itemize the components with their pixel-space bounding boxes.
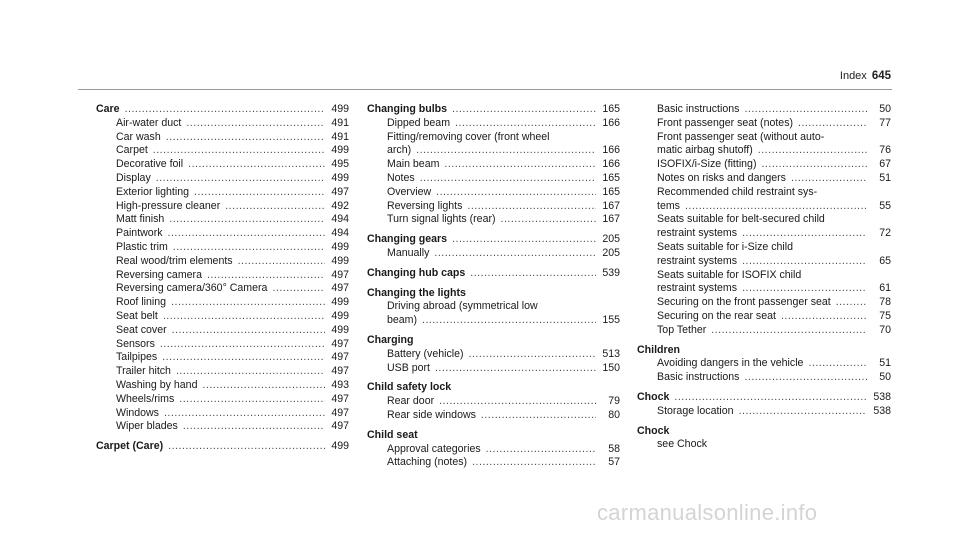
index-entry [637,310,891,324]
page-reference: 58 [608,442,620,455]
index-entry [96,144,349,158]
page-reference: 51 [879,171,891,184]
dot-leader [176,365,325,379]
index-entry [96,117,349,131]
entry-label: Changing hub caps [367,266,466,279]
entry-label: Changing the lights [367,286,466,299]
index-entry [637,158,891,172]
index-entry [96,420,349,434]
page-reference: 497 [331,365,349,378]
entry-label: Display [116,171,151,184]
page-reference: 499 [331,240,349,253]
index-entry [96,227,349,241]
entry-label: Seats suitable for i-Size child [657,240,794,253]
page-reference: 493 [331,378,349,391]
index-entry [96,213,349,227]
index-entry [367,144,620,158]
page-reference: 499 [331,309,349,322]
entry-label: Reversing camera/360° Camera [116,282,268,295]
dot-leader [183,420,325,434]
entry-label: Chock [637,390,670,403]
page-reference: 497 [331,351,349,364]
entry-label: Wheels/rims [116,392,175,405]
page-reference: 167 [602,213,620,226]
entry-label: High-pressure cleaner [116,199,221,212]
index-entry [96,310,349,324]
page-reference: 78 [879,296,891,309]
page-reference: 494 [331,213,349,226]
page-reference: 497 [331,406,349,419]
index-heading [367,287,620,301]
index-entry [367,456,620,470]
entry-label: Basic instructions [657,371,740,384]
page-reference: 497 [331,268,349,281]
index-column-2 [367,103,620,470]
index-heading [367,429,620,443]
dot-leader [166,131,325,145]
entry-label: Securing on the front passenger seat [657,296,831,309]
dot-leader [758,144,867,158]
dot-leader [160,338,325,352]
entry-label: Rear side windows [387,408,476,421]
index-entry [96,269,349,283]
index-entry [637,269,891,283]
entry-label: Sensors [116,337,155,350]
dot-leader [711,324,867,338]
entry-label: Seats suitable for ISOFIX child [657,268,802,281]
index-entry [637,213,891,227]
dot-leader [162,351,325,365]
dot-leader [179,393,325,407]
entry-label: beam) [387,314,418,327]
index-entry [96,172,349,186]
index-entry [367,409,620,423]
dot-leader [202,379,325,393]
page-reference: 80 [608,408,620,421]
section-title: Index [839,70,867,82]
index-entry [637,255,891,269]
index-entry [367,362,620,376]
dot-leader [501,213,596,227]
dot-leader [836,296,867,310]
entry-label: Main beam [387,158,440,171]
index-entry [96,338,349,352]
entry-label: Recommended child restraint sys- [657,185,818,198]
dot-leader [420,172,596,186]
page-reference: 538 [873,390,891,403]
entry-label: Trailer hitch [116,365,171,378]
entry-label: Attaching (notes) [387,456,468,469]
entry-label: Front passenger seat (without auto- [657,130,825,143]
dot-leader [791,172,867,186]
page-header [840,70,891,82]
dot-leader [781,310,867,324]
dot-leader [444,158,596,172]
index-entry [637,357,891,371]
dot-leader [742,227,867,241]
entry-label: ISOFIX/i-Size (fitting) [657,158,757,171]
index-heading [96,440,349,454]
entry-label: Roof lining [116,296,167,309]
entry-label: Rear door [387,395,435,408]
page-reference: 166 [602,158,620,171]
entry-label: Care [96,103,120,115]
entry-label: Reversing camera [116,268,202,281]
dot-leader [739,405,867,419]
dot-leader [172,324,325,338]
index-entry [96,200,349,214]
dot-leader [168,440,325,454]
entry-label: Basic instructions [657,103,740,115]
page-reference: 513 [602,347,620,360]
dot-leader [125,103,325,117]
index-entry [637,371,891,385]
page-reference: 165 [602,103,620,115]
page-reference: 499 [331,296,349,309]
dot-leader [435,362,596,376]
index-column-1 [96,103,349,454]
page-reference: 205 [602,246,620,259]
page-reference: 70 [879,323,891,336]
page-number: 645 [871,70,891,82]
entry-label: Decorative foil [116,158,184,171]
index-column-3 [637,103,891,452]
dot-leader [467,200,596,214]
index-entry [96,324,349,338]
dot-leader [163,310,325,324]
index-entry [367,213,620,227]
index-entry [637,117,891,131]
dot-leader [272,282,325,296]
page-reference: 497 [331,337,349,350]
entry-label: Seats suitable for belt-secured child [657,213,825,226]
entry-label: USB port [387,361,430,374]
page-reference: 491 [331,130,349,143]
index-heading [367,334,620,348]
dot-leader [452,103,596,117]
dot-leader [742,255,867,269]
entry-label: Front passenger seat (notes) [657,116,794,129]
dot-leader [685,200,867,214]
page-reference: 497 [331,420,349,433]
page-reference: 499 [331,103,349,115]
dot-leader [470,267,596,281]
entry-label: Carpet [116,144,148,157]
dot-leader [436,186,596,200]
page-reference: 57 [608,456,620,469]
index-entry [96,186,349,200]
entry-label: Chock [637,424,670,437]
index-entry [96,351,349,365]
index-entry [637,172,891,186]
entry-label: Children [637,343,680,356]
entry-label: restraint systems [657,254,738,267]
index-heading [367,267,620,281]
index-entry [96,407,349,421]
index-entry [637,324,891,338]
entry-label: restraint systems [657,227,738,240]
page-reference: 495 [331,158,349,171]
page-reference: 492 [331,199,349,212]
entry-label: Avoiding dangers in the vehicle [657,357,804,370]
index-entry [96,241,349,255]
entry-label: Tailpipes [116,351,158,364]
page-reference: 497 [331,282,349,295]
dot-leader [742,282,867,296]
dot-leader [481,409,596,423]
entry-label: Air-water duct [116,116,182,129]
dot-leader [169,213,325,227]
index-heading [367,233,620,247]
page-reference: 51 [879,357,891,370]
entry-label: Top Tether [657,323,707,336]
dot-leader [744,371,867,385]
header-rule [78,89,892,90]
index-entry [96,365,349,379]
dot-leader [486,443,596,457]
dot-leader [207,269,325,283]
index-entry [96,255,349,269]
dot-leader [168,227,325,241]
entry-label: Child seat [367,428,418,441]
index-entry [96,393,349,407]
dot-leader [798,117,867,131]
page-reference: 499 [331,171,349,184]
page-reference: 77 [879,116,891,129]
dot-leader [153,144,325,158]
index-entry [96,131,349,145]
page-reference: 150 [602,361,620,374]
index-entry [367,131,620,145]
entry-label: Overview [387,185,432,198]
dot-leader [186,117,325,131]
page-reference: 166 [602,144,620,157]
dot-leader [238,255,325,269]
dot-leader [472,456,596,470]
index-entry [637,405,891,419]
entry-label: Changing bulbs [367,103,448,115]
dot-leader [808,357,867,371]
index-heading [637,391,891,405]
index-entry [367,158,620,172]
index-entry [367,117,620,131]
page-reference: 76 [879,144,891,157]
page-reference: 55 [879,199,891,212]
page-reference: 494 [331,227,349,240]
page-reference: 538 [873,404,891,417]
entry-label: see Chock [657,438,708,451]
dot-leader [422,314,596,328]
dot-leader [761,158,867,172]
page-reference: 499 [331,144,349,157]
entry-label: Washing by hand [116,378,198,391]
index-entry [367,247,620,261]
index-entry [637,296,891,310]
entry-label: Driving abroad (symmetrical low [387,300,538,313]
entry-label: Plastic trim [116,240,168,253]
page-reference: 50 [879,371,891,384]
entry-label: Paintwork [116,227,163,240]
entry-label: tems [657,199,680,212]
index-heading [367,381,620,395]
index-entry [96,282,349,296]
page-reference: 50 [879,103,891,115]
index-entry [367,186,620,200]
page-reference: 165 [602,171,620,184]
page-reference: 499 [331,440,349,453]
index-entry [637,103,891,117]
page-reference: 75 [879,309,891,322]
entry-label: Carpet (Care) [96,440,164,453]
page-reference: 166 [602,116,620,129]
index-entry [367,300,620,314]
index-entry [637,282,891,296]
watermark: carmanualsonline.info [597,500,818,525]
index-entry [637,438,891,452]
entry-label: Notes on risks and dangers [657,171,786,184]
index-heading [367,103,620,117]
page-reference: 167 [602,199,620,212]
entry-label: Storage location [657,404,734,417]
dot-leader [674,391,867,405]
entry-label: Securing on the rear seat [657,309,776,322]
page-reference: 65 [879,254,891,267]
index-entry [367,395,620,409]
entry-label: Child safety lock [367,381,452,394]
page-reference: 205 [602,233,620,246]
dot-leader [744,103,867,117]
page-reference: 155 [602,314,620,327]
index-entry [367,200,620,214]
entry-label: Exterior lighting [116,185,190,198]
entry-label: Battery (vehicle) [387,347,464,360]
entry-label: Approval categories [387,442,481,455]
entry-label: Windows [116,406,159,419]
page-reference: 497 [331,392,349,405]
index-heading [637,425,891,439]
dot-leader [194,186,325,200]
index-entry [637,227,891,241]
page-reference: 499 [331,254,349,267]
index-heading [637,344,891,358]
dot-leader [434,247,596,261]
entry-label: Changing gears [367,233,448,246]
index-entry [367,348,620,362]
index-entry [367,172,620,186]
index-entry [637,131,891,145]
dot-leader [171,296,325,310]
entry-label: Wiper blades [116,420,178,433]
index-entry [96,158,349,172]
entry-label: Turn signal lights (rear) [387,213,496,226]
page-reference: 72 [879,227,891,240]
dot-leader [455,117,596,131]
dot-leader [439,395,596,409]
index-entry [637,186,891,200]
entry-label: Matt finish [116,213,165,226]
entry-label: Seat belt [116,309,158,322]
dot-leader [225,200,325,214]
entry-label: Charging [367,333,414,346]
index-entry [367,314,620,328]
index-entry [637,144,891,158]
index-entry [96,379,349,393]
dot-leader [469,348,596,362]
dot-leader [156,172,325,186]
page-reference: 67 [879,158,891,171]
entry-label: Reversing lights [387,199,463,212]
page-reference: 497 [331,185,349,198]
entry-label: Real wood/trim elements [116,254,233,267]
index-entry [637,241,891,255]
entry-label: Dipped beam [387,116,451,129]
index-entry [637,200,891,214]
index-heading [96,103,349,117]
page-reference: 539 [602,266,620,279]
entry-label: Manually [387,246,430,259]
entry-label: Car wash [116,130,161,143]
dot-leader [416,144,596,158]
index-entry [367,443,620,457]
page-reference: 79 [608,395,620,408]
dot-leader [173,241,325,255]
dot-leader [188,158,325,172]
page-reference: 491 [331,116,349,129]
entry-label: Fitting/removing cover (front wheel [387,130,550,143]
entry-label: restraint systems [657,282,738,295]
page-reference: 165 [602,185,620,198]
entry-label: Seat cover [116,323,167,336]
dot-leader [452,233,596,247]
page-reference: 499 [331,323,349,336]
dot-leader [164,407,325,421]
entry-label: Notes [387,171,415,184]
index-entry [96,296,349,310]
entry-label: matic airbag shutoff) [657,144,753,157]
page-reference: 61 [879,282,891,295]
entry-label: arch) [387,144,412,157]
